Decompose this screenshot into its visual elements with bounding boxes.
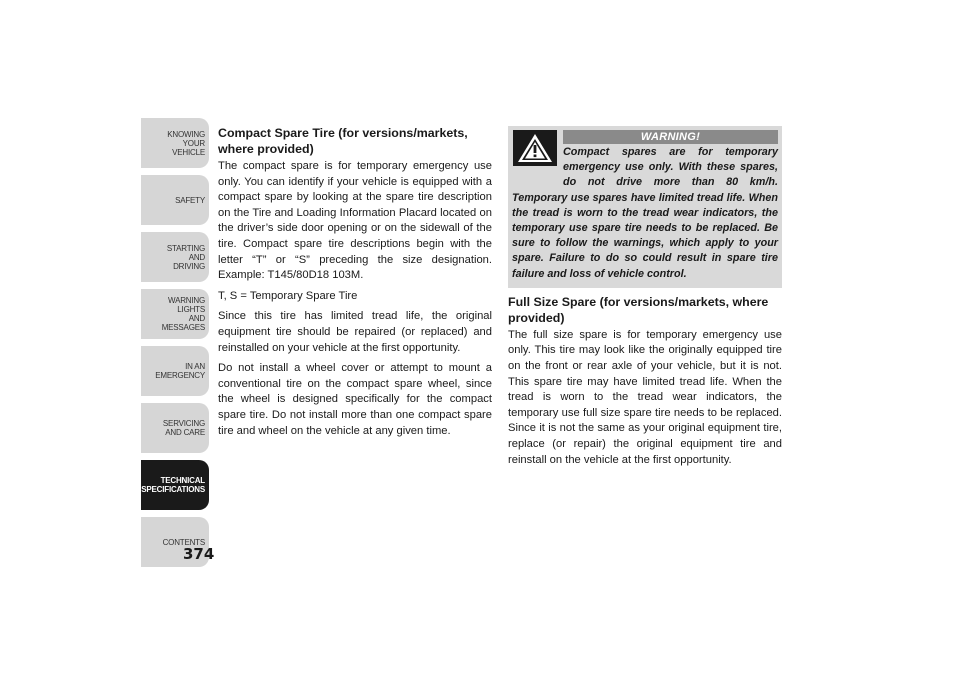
tab-label: TECHNICAL SPECIFICATIONS xyxy=(141,476,205,494)
tab-starting-and-driving[interactable] xyxy=(141,232,209,282)
tab-label: IN AN EMERGENCY xyxy=(155,362,205,380)
tab-label: SAFETY xyxy=(175,195,205,205)
page-number: 374 xyxy=(183,545,215,563)
tab-knowing-your-vehicle[interactable] xyxy=(141,118,209,168)
tab-servicing-and-care[interactable] xyxy=(141,403,209,453)
tab-label: STARTING AND DRIVING xyxy=(166,243,205,271)
tab-in-an-emergency[interactable] xyxy=(141,346,209,396)
paragraph: The full size spare is for temporary emergency use only. This tire may look like the originally equipped tire on the front or rear axle of your vehicle, but it is not. This spare tire may have limited tread life. When the tread is worn to the tread wear indicators, the temporary use full size spare tire needs to be replaced. Since it is not the same as your original equipment tire, replace (or repair) the original equipment tire and reinstall on the vehicle at the first opportunity. xyxy=(508,328,782,466)
tab-label: SERVICING AND CARE xyxy=(162,419,205,437)
section-heading-full-size-spare: Full Size Spare (for versions/markets, where provided) xyxy=(508,294,769,325)
paragraph: Do not install a wheel cover or attempt to mount a conventional tire on the compact spare wheel, since the wheel is designed specifically for the compact spare tire. Do not install more than one compact spare tire and wheel on the vehicle at any given time. xyxy=(218,362,492,437)
tab-label: CONTENTS xyxy=(162,537,205,547)
paragraph: T, S = Temporary Spare Tire xyxy=(218,289,358,302)
warning-triangle-icon xyxy=(513,130,557,166)
chapter-tabs xyxy=(141,118,209,574)
tab-warning-lights-and-messages[interactable] xyxy=(141,289,209,339)
right-column xyxy=(508,125,782,473)
section-heading-compact-spare: Compact Spare Tire (for versions/markets, where provided) xyxy=(218,126,468,156)
tab-safety[interactable] xyxy=(141,175,209,225)
paragraph: Since this tire has limited tread life, the original equipment tire should be repaired (or replaced) and reinstalled on your vehicle at the first opportunity. xyxy=(218,310,492,354)
tab-label: KNOWING YOUR VEHICLE xyxy=(167,129,205,157)
tab-label: WARNING LIGHTS AND MESSAGES xyxy=(161,296,205,332)
tab-technical-specifications[interactable] xyxy=(141,460,209,510)
left-column xyxy=(218,125,492,444)
paragraph: The compact spare is for temporary emergency use only. You can identify if your vehicle is equipped with a compact spare by looking at the spare tire description on the Tire and Loading Information Placard located on the driver’s side door opening or on the sidewall of the tire. Compact spare tire descriptions begin with the letter “T” or “S” preceding the size designation. Example: T145/80D18 103M. xyxy=(218,160,492,282)
warning-body: Compact spares are for temporary emergency use only. With these spares, do not drive more than 80 km/h. Temporary use spares have limited tread life. When the tread is worn to the tread wear indicators, the temporary use spare tire needs to be replaced. Be sure to follow the warnings, which apply to your spare. Failure to do so could result in spare tire failure and loss of vehicle control. xyxy=(512,146,778,280)
warning-title: WARNING! xyxy=(563,130,778,144)
warning-box xyxy=(508,126,782,288)
